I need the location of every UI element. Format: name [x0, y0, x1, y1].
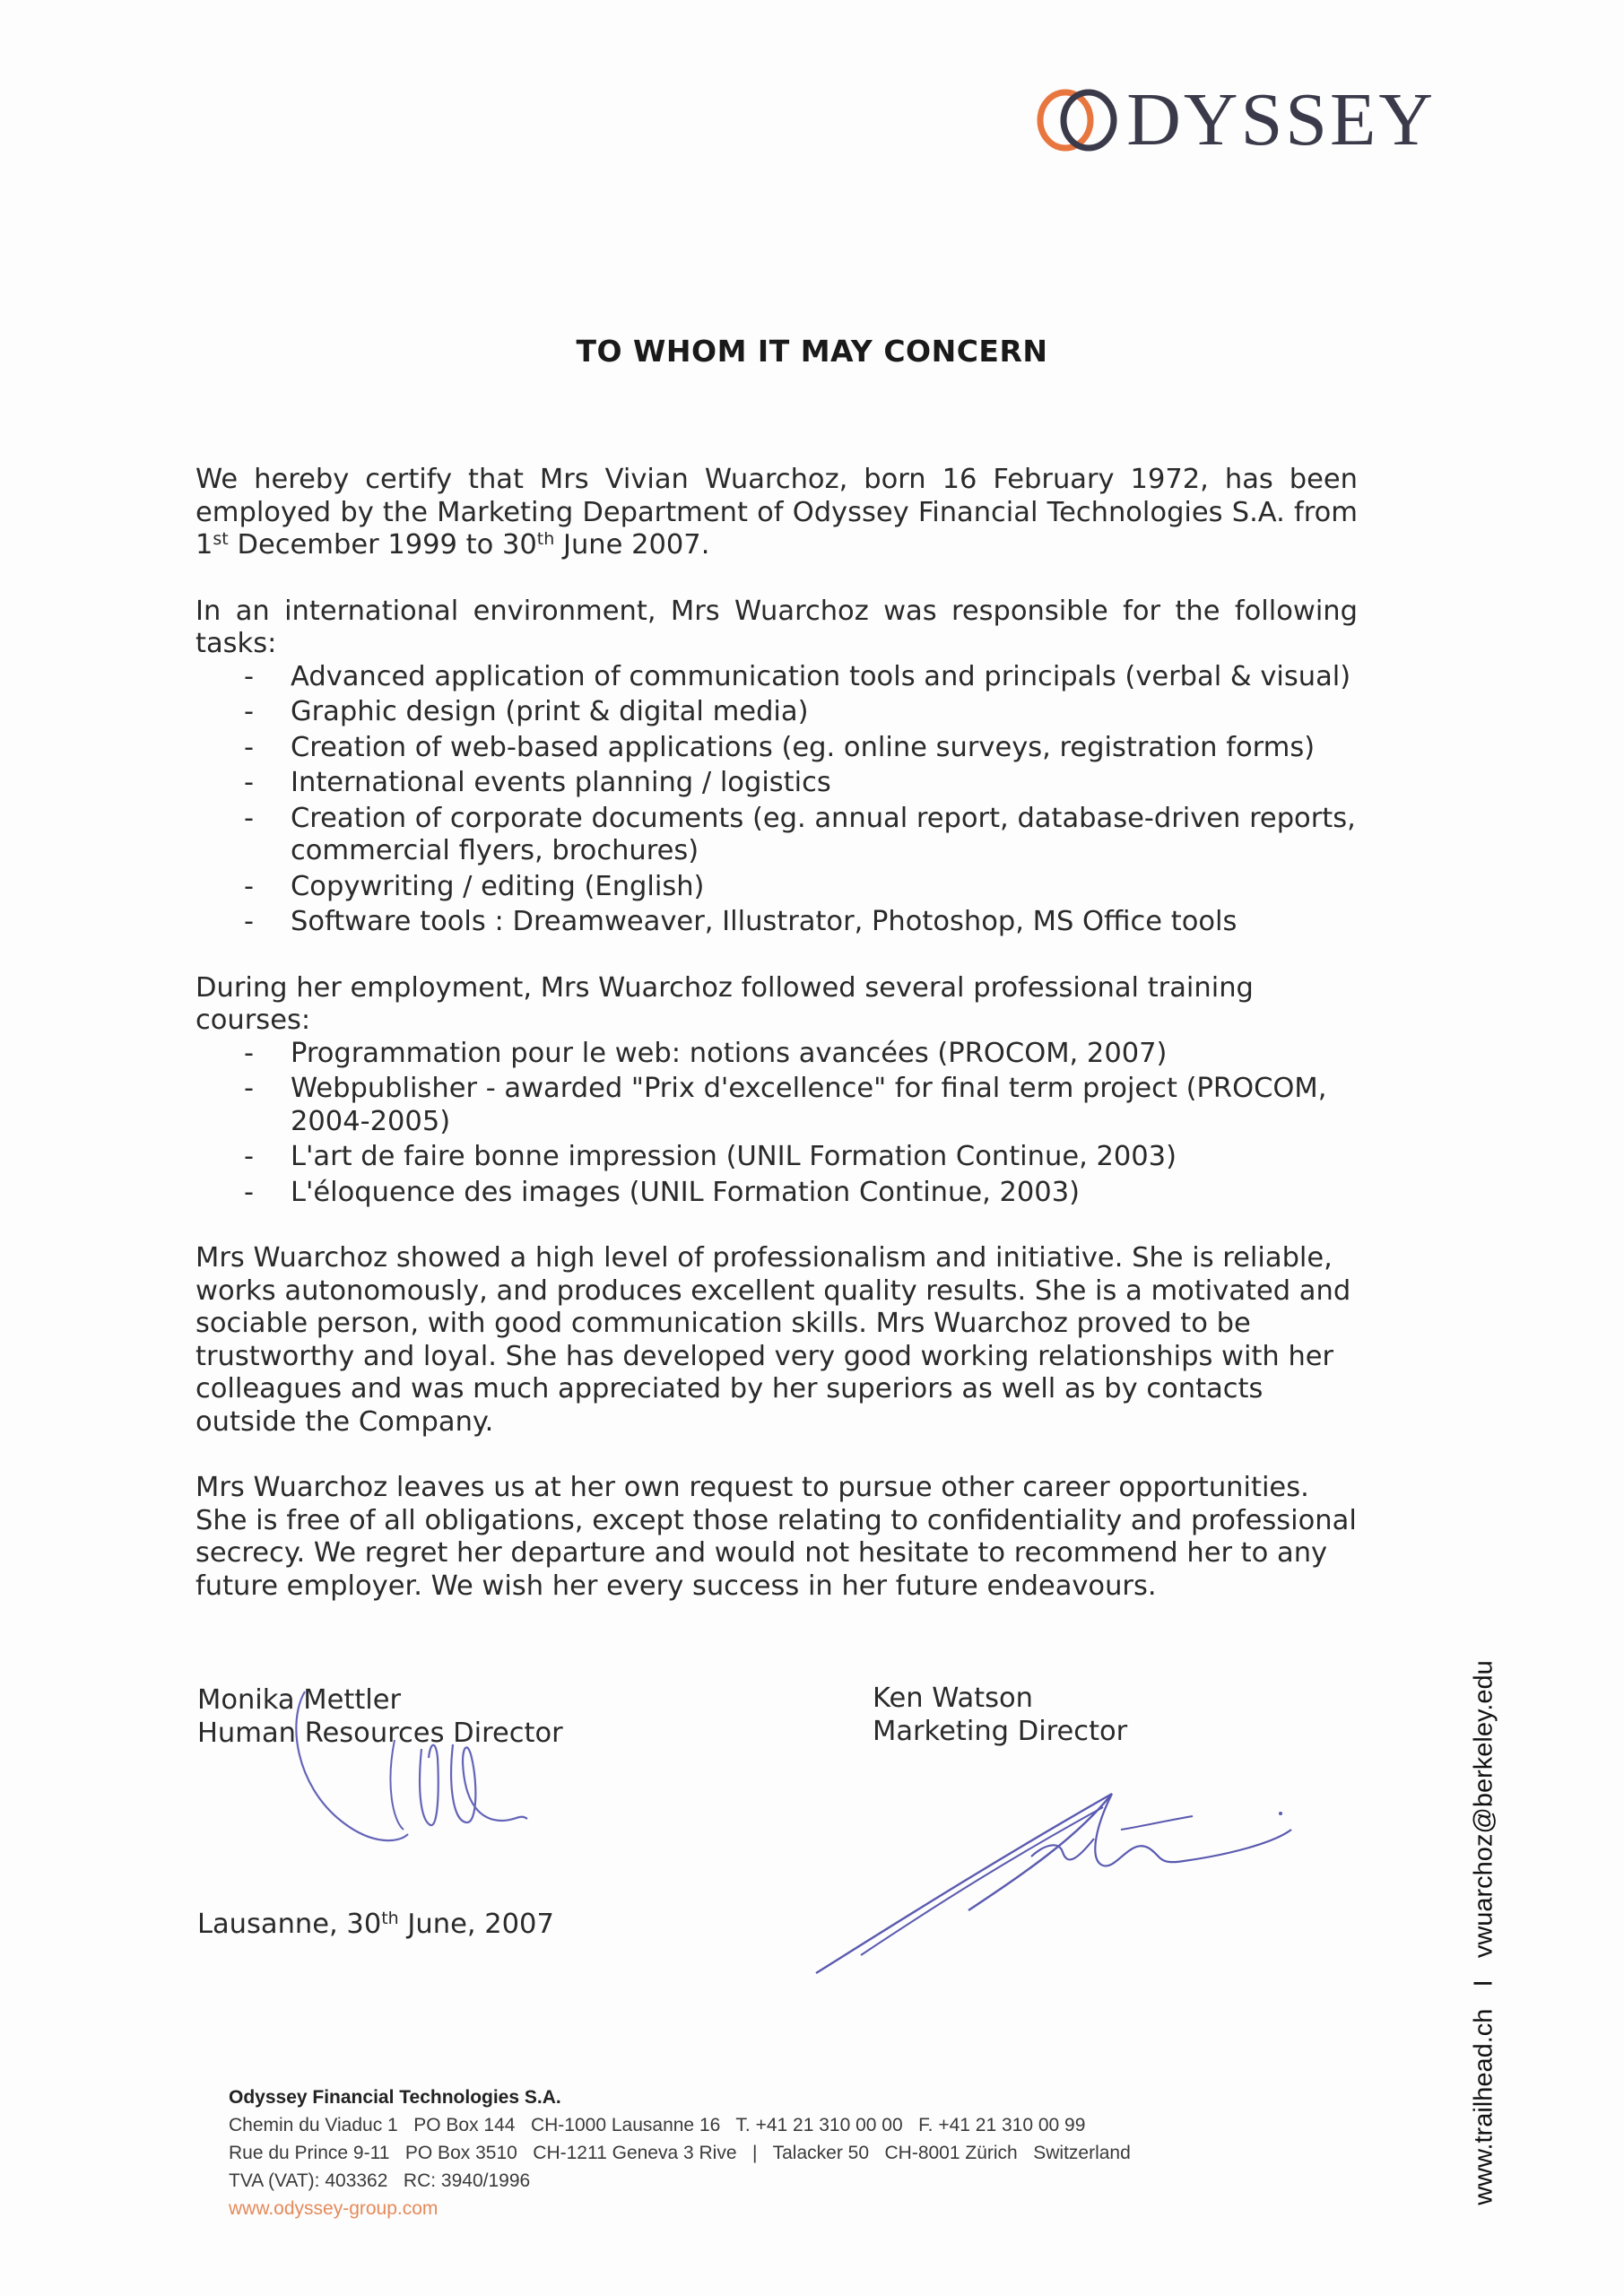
signatory-title: Marketing Director: [873, 1716, 1128, 1747]
signatory-right: [873, 1682, 1127, 1748]
list-item: - Programmation pour le web: notions avancées (PROCOM, 2007): [195, 1038, 1358, 1071]
paragraph-evaluation: Mrs Wuarchoz showed a high level of professionalism and initiative. She is reliable, works autonomously, and produces excellent quality results. She is a motivated and sociable person, with good communication skills. Mrs Wuarchoz proved to be trustworthy and loyal. She has developed very good working relationships with her colleagues and was much appreciated by her superiors as well as by contacts outside the Company.: [195, 1242, 1351, 1438]
list-item: - Software tools : Dreamweaver, Illustrator, Photoshop, MS Office tools: [195, 906, 1358, 939]
list-item: - Graphic design (print & digital media): [195, 696, 1358, 729]
footer-address-geneva-zurich: Rue du Prince 9-11 PO Box 3510 CH-1211 Geneva 3 Rive | Talacker 50 CH-8001 Zürich Switzerland: [229, 2143, 1131, 2163]
footer-company-name: Odyssey Financial Technologies S.A.: [229, 2087, 561, 2108]
paragraph-employment: We hereby certify that Mrs Vivian Wuarchoz, born 16 February 1972, has been employed by the Marketing Department of Odyssey Financial Technologies S.A. from 1st December 1999 to 30th June 2007.: [195, 464, 1358, 561]
list-item: - Advanced application of communication tools and principals (verbal & visual): [195, 661, 1358, 694]
course-list: [195, 1038, 1358, 1210]
task-list: [195, 661, 1358, 939]
paragraph-training: During her employment, Mrs Wuarchoz followed several professional training courses:: [195, 971, 1254, 1036]
signature-left-icon: [287, 1686, 547, 1866]
place-date: Lausanne, 30th June, 2007: [197, 1909, 554, 1940]
letter-heading: TO WHOM IT MAY CONCERN: [576, 334, 1048, 369]
odyssey-logo: [1033, 78, 1436, 161]
list-item: - L'éloquence des images (UNIL Formation Continue, 2003): [195, 1177, 1358, 1210]
letter-body: [195, 464, 1358, 1636]
footer-registration: TVA (VAT): 403362 RC: 3940/1996: [229, 2170, 531, 2191]
vertical-contact-sidebar: [1453, 1659, 1515, 2206]
list-item: - L'art de faire bonne impression (UNIL Formation Continue, 2003): [195, 1141, 1358, 1174]
signatory-name: Ken Watson: [873, 1683, 1034, 1714]
list-item: - Copywriting / editing (English): [195, 871, 1358, 904]
company-footer: [229, 2083, 1131, 2222]
footer-address-lausanne: Chemin du Viaduc 1 PO Box 144 CH-1000 Lausanne 16 T. +41 21 310 00 00 F. +41 21 310 00 99: [229, 2115, 1086, 2135]
signatory-name: Monika Mettler: [197, 1684, 402, 1716]
signatory-title: Human Resources Director: [197, 1718, 563, 1749]
sidebar-contact-text: www.trailhead.ch I vwuarchoz@berkeley.edu: [1469, 1660, 1498, 2205]
signature-right-icon: [807, 1776, 1309, 1982]
list-item: - Webpublisher - awarded "Prix d'excellence" for final term project (PROCOM, 2004-2005): [195, 1073, 1358, 1138]
list-item: - International events planning / logistics: [195, 767, 1358, 800]
paragraph-responsibilities: In an international environment, Mrs Wuarchoz was responsible for the following tasks:: [195, 595, 1358, 659]
paragraph-departure: Mrs Wuarchoz leaves us at her own request to pursue other career opportunities. She is free of all obligations, except those relating to confidentiality and professional secrecy. We regret her departure and would not hesitate to recommend her to any future employer. We wish her every success in her future endeavours.: [195, 1472, 1357, 1602]
logo-text: DYSSEY: [1126, 78, 1436, 161]
footer-website-link[interactable]: www.odyssey-group.com: [229, 2198, 439, 2219]
list-item: - Creation of corporate documents (eg. annual report, database-driven reports, commercial flyers, brochures): [195, 803, 1358, 868]
list-item: - Creation of web-based applications (eg. online surveys, registration forms): [195, 732, 1358, 765]
logo-rings-icon: [1033, 84, 1123, 156]
